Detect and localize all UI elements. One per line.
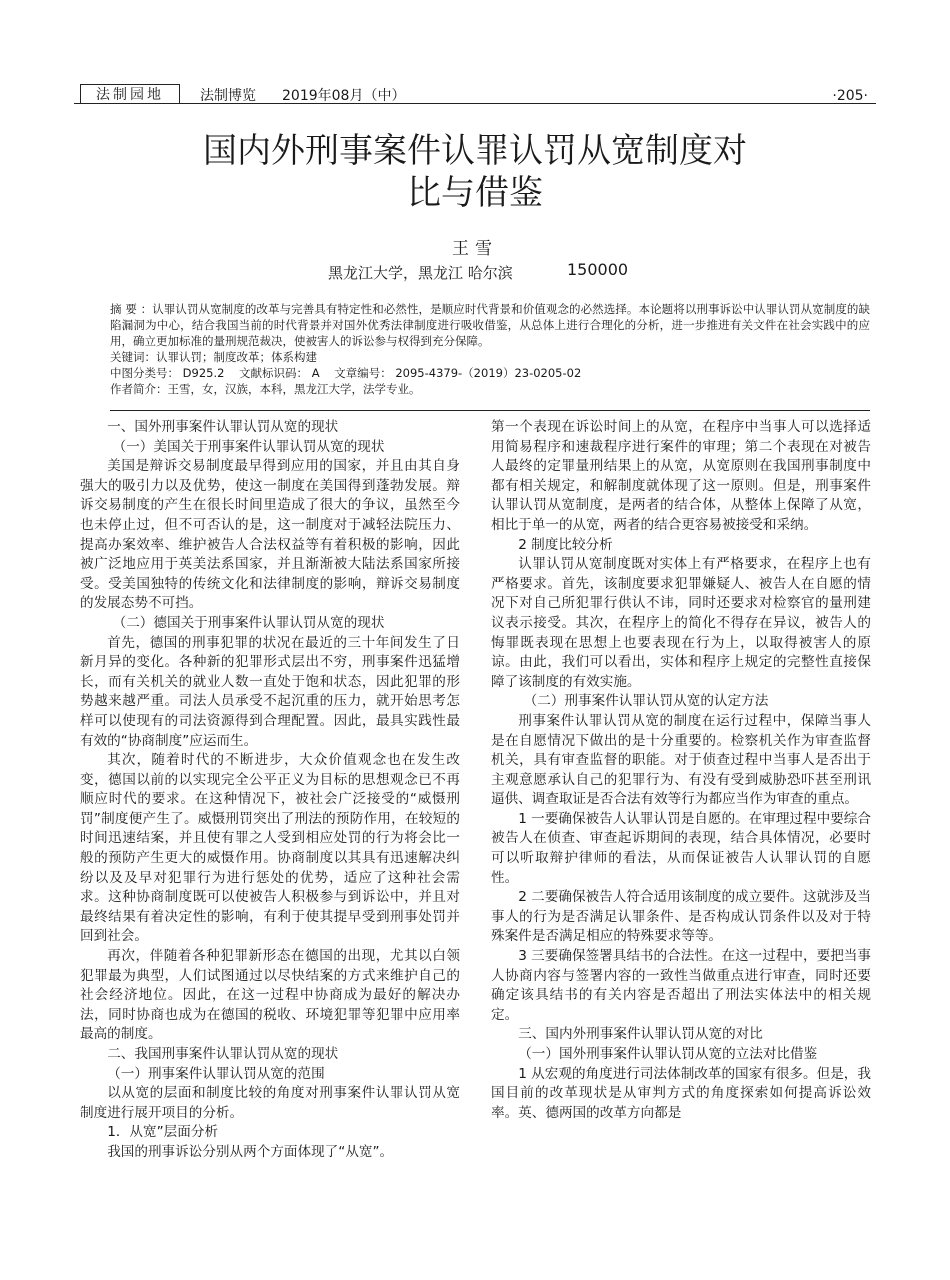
body-paragraph: 其次，随着时代的不断进步，大众价值观念也在发生改变，德国以前的以实现完全公平正义为目标的思想观念已不再顺应时代的要求。在这种情况下，被社会广泛接受的“威慑刑罚”制度便产生了。威慑刑罚突出了刑法的预防作用，在较短的时间迅速结案，并且使有罪之人受到相应处罚的行为将会比一般的预防产生更大的威慑作用。协商制度以其具有迅速解决纠纷以及及早对犯罪行为进行惩处的优势，适应了这种社会需求。这种协商制度既可以使被告人积极参与到诉讼中，并且对最终结果有着决定性的影响，有利于使其提早受到刑事处罚并回到社会。: [80, 752, 460, 945]
page-number: ·205·: [832, 88, 868, 104]
author-bio: 作者简介：王雪，女，汉族，本科，黑龙江大学，法学专业。: [110, 382, 421, 396]
body-paragraph: 1 从宏观的角度进行司法体制改革的国家有很多。但是，我国目前的改革现状是从审判方式的角度探索如何提高诉讼效率。英、德两国的改革方向都是: [491, 1065, 871, 1121]
right-column: [491, 418, 871, 1123]
body-paragraph: 第一个表现在诉讼时间上的从宽，在程序中当事人可以选择适用简易程序和速裁程序进行案件的审理；第二个表现在对被告人最终的定罪量刑结果上的从宽，从宽原则在我国刑事制度中都有相关规定，和解制度就体现了这一原则。但是，刑事案件认罪认罚从宽制度，是两者的结合体，从整体上保障了从宽，相比于单一的从宽，两者的结合更容易被接受和采纳。: [491, 419, 871, 533]
abstract-rule: [110, 410, 870, 411]
author-affiliation: 黑龙江大学，黑龙江 哈尔滨: [328, 264, 513, 282]
abstract: 摘 要 ：认罪认罚从宽制度的改革与完善具有特定性和必然性，是顺应时代背景和价值观念的必然选择。本论题将以刑事诉讼中认罪认罚从宽制度的缺陷漏洞为中心，结合我国当前的时代背景并对国外优秀法律制度进行吸收借鉴，从总体上进行合理化的分析，进一步推进有关文件在社会实践中的应用，确立更加标准的量刑规范裁决，使被害人的诉讼参与权得到充分保障。: [110, 302, 870, 348]
subsubsection-heading: 2 制度比较分析: [518, 536, 613, 553]
title-line-2: 比与借鉴: [407, 173, 543, 213]
journal-name: 法制博览: [200, 88, 256, 104]
body-paragraph: 1 一要确保被告人认罪认罚是自愿的。在审理过程中要综合被告人在侦查、审查起诉期间的表现，结合具体情况，必要时可以听取辩护律师的看法，从而保证被告人认罪认罚的自愿性。: [491, 810, 871, 886]
author-name: 王雪: [452, 239, 498, 259]
body-paragraph: 我国的刑事诉讼分别从两个方面体现了“从宽”。: [107, 1143, 394, 1160]
body-paragraph: 刑事案件认罪认罚从宽的制度在运行过程中，保障当事人是在自愿情况下做出的是十分重要的。检察机关作为审查监督机关，具有审查监督的职能。对于侦查过程中当事人是否出于主观意愿承认自己的犯罪行为、有没有受到威胁恐吓甚至刑讯逼供、调查取证是否合法有效等行为都应当作为审查的重点。: [491, 712, 871, 808]
body-paragraph: （一）国外刑事案件认罪认罚从宽的立法对比借鉴: [518, 1046, 818, 1062]
article-title: [160, 130, 790, 214]
body-paragraph: 3 三要确保签署具结书的合法性。在这一过程中，要把当事人协商内容与签署内容的一致性当做重点进行审查，同时还要确定该具结书的有关内容是否超出了刑法实体法中的相关规定。: [491, 948, 871, 1023]
issue-date: 2019年08月（中）: [282, 88, 406, 104]
body-paragraph: 首先，德国的刑事犯罪的状况在最近的三十年间发生了日新月异的变化。各种新的犯罪形式层出不穷，刑事案件迅猛增长，而有关机关的就业人数一直处于饱和状态，因此犯罪的形势越来越严重。司法人员承受不起沉重的压力，就开始思考怎样可以使现有的司法资源得到合理配置。因此，最具实践性最有效的“协商制度”应运而生。: [80, 634, 460, 749]
subsection-heading: （二）刑事案件认罪认罚从宽的认定方法: [523, 693, 769, 710]
subsubsection-heading: （一）刑事案件认罪认罚从宽的范围: [107, 1065, 325, 1082]
keywords: 关键词：认罪认罚；制度改革；体系构建: [110, 350, 317, 364]
section-heading: 三、国内外刑事案件认罪认罚从宽的对比: [518, 1026, 763, 1043]
subsection-heading: （一）美国关于刑事案件认罪认罚从宽的现状: [112, 438, 385, 455]
classification-info: 中图分类号： D925.2 文献标识码： A 文章编号： 2095-4379-（2019）23-0205-02: [110, 366, 582, 380]
body-paragraph: 认罪认罚从宽制度既对实体上有严格要求，在程序上也有严格要求。首先，该制度要求犯罪嫌疑人、被告人在自愿的情况下对自己所犯罪行供认不讳，同时还要求对检察官的量刑建议表示接受。其次，在程序上的简化不得存在异议，被告人的悔罪既表现在思想上也要表现在行为上，以取得被害人的原谅。由此，我们可以看出，实体和程序上规定的完整性直接保障了该制度的有效实施。: [491, 556, 871, 690]
body-paragraph: 2 二要确保被告人符合适用该制度的成立要件。这就涉及当事人的行为是否满足认罪条件、是否构成认罚条件以及对于特殊案件是否满足相应的特殊要求等等。: [491, 889, 871, 945]
section-label: 法制园地: [80, 84, 180, 103]
title-line-1: 国内外刑事案件认罪认罚从宽制度对: [203, 131, 747, 171]
subsection-heading: （二）德国关于刑事案件认罪认罚从宽的现状: [112, 614, 385, 631]
header-rule: [74, 103, 876, 104]
subsubsection-heading: 1．从宽”层面分析: [107, 1124, 219, 1141]
postal-code: 150000: [567, 260, 629, 279]
left-column: [80, 418, 460, 1163]
section-heading: 二、我国刑事案件认罪认罚从宽的现状: [107, 1046, 339, 1062]
article-metadata: [110, 301, 870, 397]
body-paragraph: 再次，伴随着各种犯罪新形态在德国的出现，尤其以白领犯罪最为典型，人们试图通过以尽快结案的方式来维护自己的社会经济地位。因此，在这一过程中协商成为最好的解决办法，同时协商也成为在德国的税收、环境犯罪等犯罪中应用率最高的制度。: [80, 948, 460, 1043]
body-paragraph: 以从宽的层面和制度比较的角度对刑事案件认罪认罚从宽制度进行展开项目的分析。: [80, 1085, 460, 1121]
body-paragraph: 美国是辩诉交易制度最早得到应用的国家，并且由其自身强大的吸引力以及优势，使这一制度在美国得到蓬勃发展。辩诉交易制度的产生在很长时间里造成了很大的争议，虽然至今也未停止过，但不可否认的是，这一制度对于减轻法院压力、提高办案效率、维护被告人合法权益等有着积极的影响，因此被广泛地应用于英美法系国家，并且渐渐被大陆法系国家所接受。受美国独特的传统文化和法律制度的影响，辩诉交易制度的发展态势不可挡。: [80, 458, 460, 612]
section-heading: 一、国外刑事案件认罪认罚从宽的现状: [107, 419, 339, 435]
